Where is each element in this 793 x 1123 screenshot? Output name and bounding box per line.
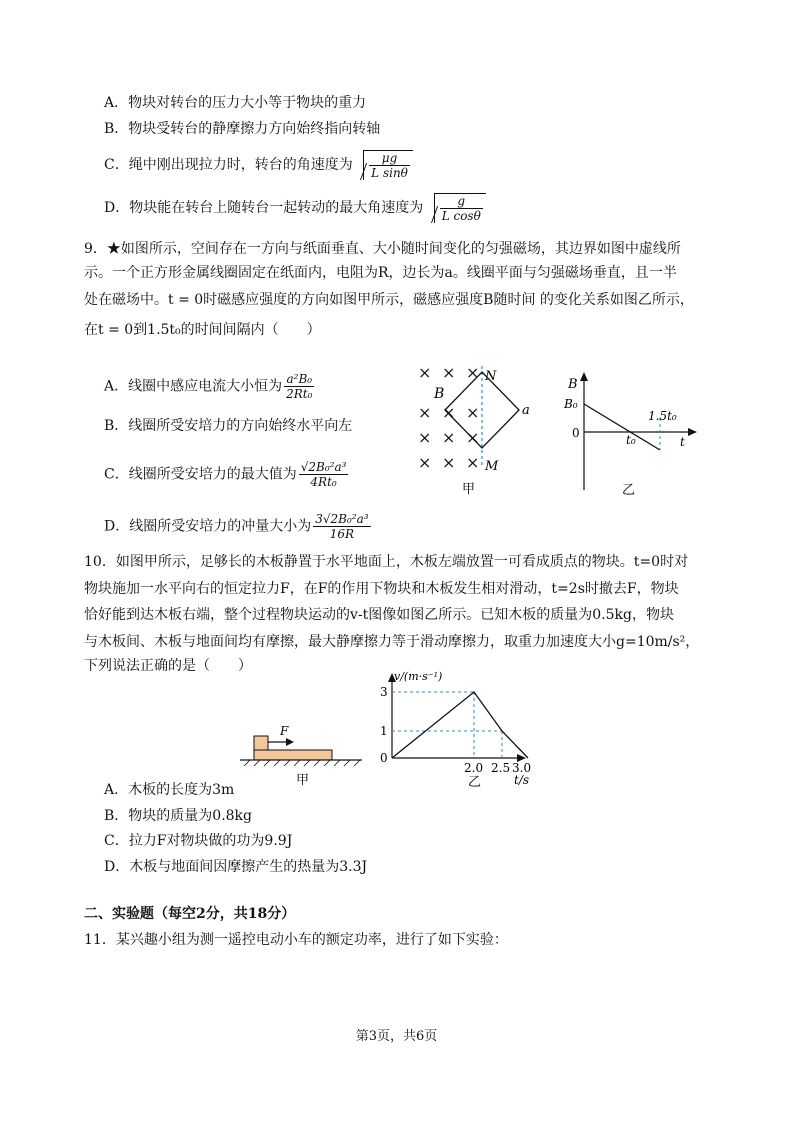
q8-option-d-text: D．物块能在转台上随转台一起转动的最大角速度为: [104, 200, 424, 216]
q10-stem-line5: 下列说法正确的是（ ）: [84, 658, 252, 674]
q9-stem-line3: 处在磁场中。t = 0时磁感应强度的方向如图甲所示，磁感应强度B随时间 的变化关系如图乙所示，: [84, 292, 694, 308]
q8-option-c-text: C．绳中刚出现拉力时，转台的角速度为: [104, 157, 353, 173]
q10-option-b: B．物块的质量为0.8kg: [104, 808, 252, 824]
svg-text:×: ×: [418, 403, 432, 422]
board: [254, 750, 332, 760]
svg-text:B: B: [568, 377, 578, 392]
svg-text:×: ×: [466, 403, 480, 422]
svg-text:F: F: [280, 724, 289, 738]
magnetic-field-crosses: [418, 363, 479, 472]
svg-text:t: t: [680, 435, 685, 449]
q9-stem-line2: 示。一个正方形金属线圈固定在纸面内，电阻为R，边长为a。线圈平面与匀强磁场垂直，且一半: [84, 265, 677, 281]
q9-stem-line4: 在t = 0到1.5t₀的时间间隔内（ ）: [84, 322, 321, 338]
svg-text:M: M: [485, 459, 499, 474]
svg-text:2.0: 2.0: [464, 761, 484, 775]
q8-option-d-formula: $\frac{g}{\text{L cosθ}}$: [428, 193, 486, 223]
svg-text:1: 1: [380, 724, 388, 738]
q9-figure-jia: [410, 360, 560, 500]
q8-option-c-formula: $\frac{\mu g}{\text{L sinθ}}$: [357, 150, 413, 180]
block: [254, 736, 268, 750]
svg-text:t₀: t₀: [626, 433, 636, 447]
svg-text:×: ×: [418, 363, 432, 382]
svg-text:v/(m·s⁻¹): v/(m·s⁻¹): [394, 670, 443, 683]
q8-option-c: [104, 150, 413, 180]
svg-text:乙: 乙: [468, 775, 482, 790]
section-heading: 二、实验题（每空2分，共18分）: [84, 906, 296, 922]
q10-option-a: A．木板的长度为3m: [104, 782, 235, 798]
q11-stem: 11．某兴趣小组为测一遥控电动小车的额定功率，进行了如下实验：: [84, 932, 508, 948]
svg-text:N: N: [485, 369, 497, 384]
svg-text:×: ×: [466, 453, 480, 472]
q9-figure-yi: [560, 370, 700, 500]
v-t-curve: [392, 692, 528, 758]
q10-stem-line2: 物块施加一水平向右的恒定拉力F，在F的作用下物块和木板发生相对滑动，t=2s时撤去F，物块: [84, 581, 679, 597]
q9-option-d: D．线圈所受安培力的冲量大小为 $\frac{\text{3√2B₀²a³}}{16R}$: [104, 512, 369, 541]
svg-text:B₀: B₀: [564, 397, 578, 411]
q10-option-c: C．拉力F对物块做的功为9.9J: [104, 833, 293, 849]
q9-stem-line1: 9．★如图所示，空间存在一方向与纸面垂直、大小随时间变化的匀强磁场，其边界如图中虚线所: [84, 241, 681, 257]
svg-text:×: ×: [418, 453, 432, 472]
svg-text:乙: 乙: [622, 483, 636, 498]
svg-text:甲: 甲: [462, 482, 476, 497]
svg-text:0: 0: [572, 426, 580, 440]
q10-option-d: D．木板与地面间因摩擦产生的热量为3.3J: [104, 859, 368, 875]
svg-text:甲: 甲: [296, 773, 310, 788]
svg-text:×: ×: [442, 428, 456, 447]
q8-option-a: A．物块对转台的压力大小等于物块的重力: [104, 95, 367, 111]
svg-text:3: 3: [380, 685, 388, 699]
page-footer: 第3页，共6页: [355, 1029, 438, 1044]
svg-text:×: ×: [442, 403, 456, 422]
q9-option-c: C．线圈所受安培力的最大值为 $\frac{\text{√2B₀²a³}}{\text{4Rt₀}}$: [104, 460, 347, 489]
svg-text:3.0: 3.0: [512, 761, 532, 775]
q10-stem-line1: 10．如图甲所示，足够长的木板静置于水平地面上，木板左端放置一可看成质点的物块。t=0时对: [84, 554, 689, 570]
q10-stem-line3: 恰好能到达木板右端，整个过程物块运动的v-t图像如图乙所示。已知木板的质量为0.5kg，物块: [84, 607, 674, 623]
svg-text:0: 0: [380, 751, 388, 765]
svg-text:t/s: t/s: [514, 773, 530, 787]
q9-option-b: B．线圈所受安培力的方向始终水平向左: [104, 418, 353, 434]
svg-text:×: ×: [466, 428, 480, 447]
svg-text:a: a: [522, 403, 530, 418]
svg-text:×: ×: [418, 428, 432, 447]
q10-figure-jia: [240, 722, 368, 788]
q8-option-b: B．物块受转台的静摩擦力方向始终指向转轴: [104, 121, 381, 137]
label-b: B: [434, 386, 445, 402]
svg-text:×: ×: [442, 363, 456, 382]
q10-figure-yi: [372, 668, 532, 792]
q9-option-a: A．线圈中感应电流大小恒为 $\frac{\text{a²B₀}}{\text{2Rt₀}}$: [104, 372, 313, 401]
svg-text:×: ×: [442, 453, 456, 472]
svg-text:2.5: 2.5: [491, 761, 511, 775]
svg-text:1.5t₀: 1.5t₀: [648, 409, 677, 423]
q8-option-d: [104, 193, 486, 223]
q10-stem-line4: 与木板间、木板与地面间均有摩擦，最大静摩擦力等于滑动摩擦力，取重力加速度大小g=10m/s²，: [84, 634, 700, 650]
svg-text:×: ×: [466, 363, 480, 382]
